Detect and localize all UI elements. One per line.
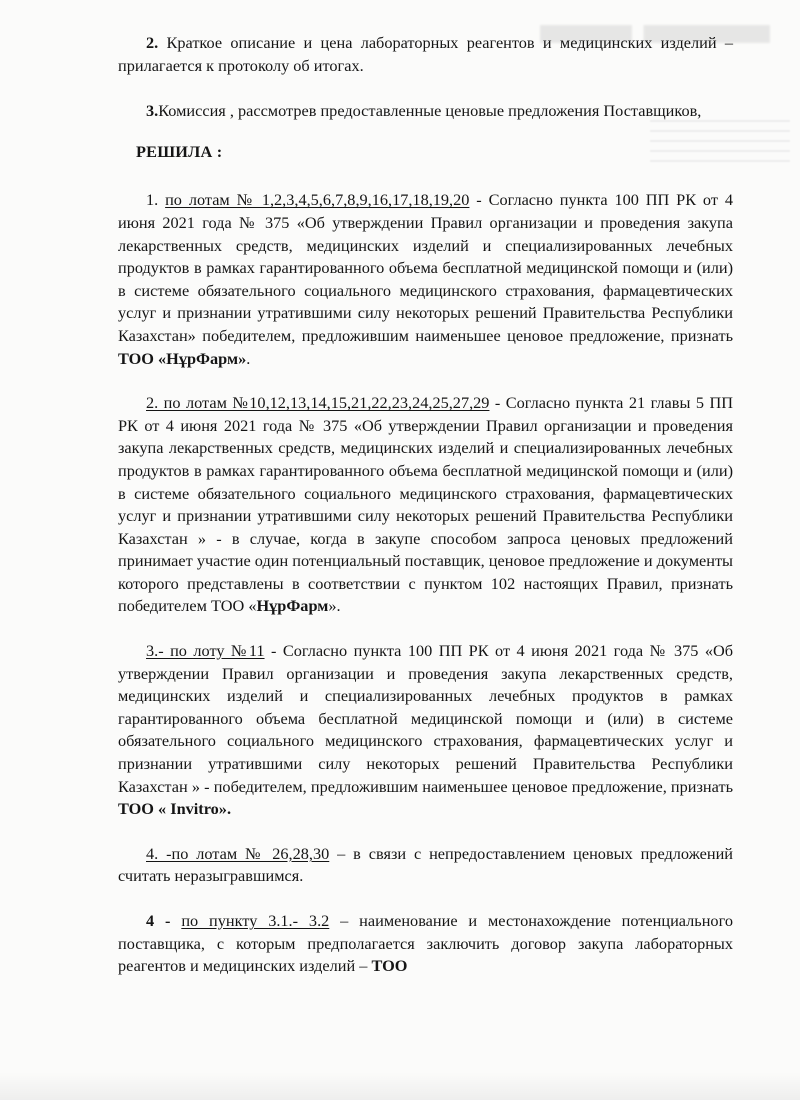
- decision-item-1: [118, 189, 733, 370]
- resolved-heading: РЕШИЛА :: [136, 141, 223, 161]
- winner-name: НұрФарм: [256, 596, 329, 616]
- point-reference: по пункту 3.1.- 3.2: [181, 911, 330, 930]
- document-body: [118, 32, 733, 978]
- winner-name: ТОО: [371, 956, 408, 976]
- paragraph-3: [118, 100, 733, 123]
- decision-item-5: [118, 910, 733, 978]
- paragraph-2: [118, 32, 733, 77]
- paragraph-number: 3.: [146, 101, 159, 121]
- item-end: .: [246, 348, 251, 368]
- item-number: 1.: [146, 190, 166, 210]
- winner-name: ТОО « Invitro».: [118, 799, 232, 819]
- winner-name: ТОО «НұрФарм»: [118, 348, 247, 368]
- paragraph-text: Комиссия , рассмотрев предоставленные ценовые предложения Поставщиков,: [158, 101, 702, 121]
- item-text: - Согласно пункта 21 главы 5 ПП РК от 4 июня 2021 года № 375 «Об утверждении Правил организации и проведения закупа лекарственных средств, медицинских изделий и специализированных лечебных продуктов в рамках гарантированного объема бесплатной медицинской помощи и (или) в системе обязательного социального медицинского страхования, фармацевтических услуг и признании утратившими силу некоторых решений Правительства Республики Казахстан » - в случае, когда в закупе способом запроса ценовых предложений принимает участие один потенциальный поставщик, ценовое предложение и документы которого представлены в соответствии с пунктом 102 настоящих Правил, признать победителем ТОО «: [118, 393, 734, 616]
- page-bottom-shadow: [0, 1072, 800, 1100]
- item-text: - Согласно пункта 100 ПП РК от 4 июня 2021 года № 375 «Об утверждении Правил организации и проведения закупа лекарственных средств, медицинских изделий и специализированных лечебных продуктов в рамках гарантированного объема бесплатной медицинской помощи и (или) в системе обязательного социального медицинского страхования, фармацевтических услуг и признании утратившими силу некоторых решений Правительства Республики Казахстан» победителем, предложившим наименьшее ценовое предложение, признать: [118, 190, 733, 345]
- item-text: – в связи с непредоставлением ценовых предложений считать неразыгравшимся.: [118, 843, 733, 886]
- decision-item-3: [118, 640, 733, 821]
- lots-reference: по лотам № 1,2,3,4,5,6,7,8,9,16,17,18,19,20: [165, 190, 470, 210]
- lots-reference: 3.- по лоту №11: [146, 641, 265, 661]
- lots-reference: 4. -по лотам № 26,28,30: [146, 843, 330, 863]
- decision-item-4: [118, 843, 733, 888]
- item-number: 4 -: [146, 911, 182, 930]
- item-end: ».: [328, 596, 341, 616]
- paragraph-number: 2.: [146, 33, 159, 52]
- item-text: – наименование и местонахождение потенциального поставщика, с которым предполагается заключить договор закупа лабораторных реагентов и медицинских изделий –: [118, 911, 733, 976]
- paragraph-text: Краткое описание и цена лабораторных реагентов и медицинских изделий – прилагается к протоколу об итогах.: [118, 33, 733, 75]
- decision-item-2: [118, 392, 733, 618]
- lots-reference: 2. по лотам №10,12,13,14,15,21,22,23,24,25,27,29: [146, 393, 490, 413]
- item-text: - Согласно пункта 100 ПП РК от 4 июня 2021 года № 375 «Об утверждении Правил организации и проведения закупа лекарственных средств, медицинских изделий и специализированных лечебных продуктов в рамках гарантированного объема бесплатной медицинской помощи и (или) в системе обязательного социального медицинского страхования, фармацевтических услуг и признании утратившими силу некоторых решений Правительства Республики Казахстан » - победителем, предложившим наименьшее ценовое предложение, признать: [118, 641, 733, 796]
